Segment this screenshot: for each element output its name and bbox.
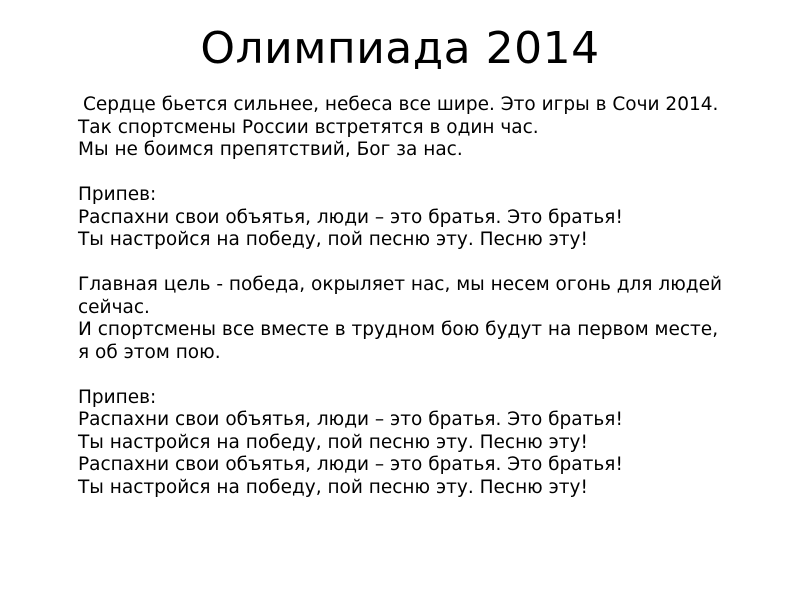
slide-title: Олимпиада 2014 (200, 23, 600, 74)
chorus-2-label: Припев: (78, 386, 157, 408)
verse-1-line-2: Так спортсмены России встретятся в один час. (78, 116, 539, 138)
chorus-2-line-2: Ты настройся на победу, пой песню эту. Песню эту! (78, 431, 588, 453)
stanza-gap (78, 162, 728, 185)
stanza-gap (78, 364, 728, 387)
stanza-gap (78, 252, 728, 275)
chorus-2-line-4: Ты настройся на победу, пой песню эту. Песню эту! (78, 476, 588, 498)
verse-2-line-2: И спортсмены все вместе в трудном бою будут на первом месте, я об этом пою. (78, 319, 719, 363)
chorus-2-line-3: Распахни свои объятья, люди – это братья. Это братья! (78, 454, 623, 475)
verse-1-line-3: Мы не боимся препятствий, Бог за нас. (78, 139, 463, 160)
chorus-1-line-1: Распахни свои объятья, люди – это братья. Это братья! (78, 206, 623, 228)
lyrics-text (78, 94, 728, 499)
chorus-1-label: Припев: (78, 184, 157, 205)
verse-1-line-1: Сердце бьется сильнее, небеса все шире. Это игры в Сочи 2014. (83, 94, 719, 115)
verse-2-line-1: Главная цель - победа, окрыляет нас, мы несем огонь для людей сейчас. (78, 274, 722, 318)
chorus-1-line-2: Ты настройся на победу, пой песню эту. Песню эту! (78, 229, 588, 250)
chorus-2-line-1: Распахни свои объятья, люди – это братья. Это братья! (78, 409, 623, 430)
